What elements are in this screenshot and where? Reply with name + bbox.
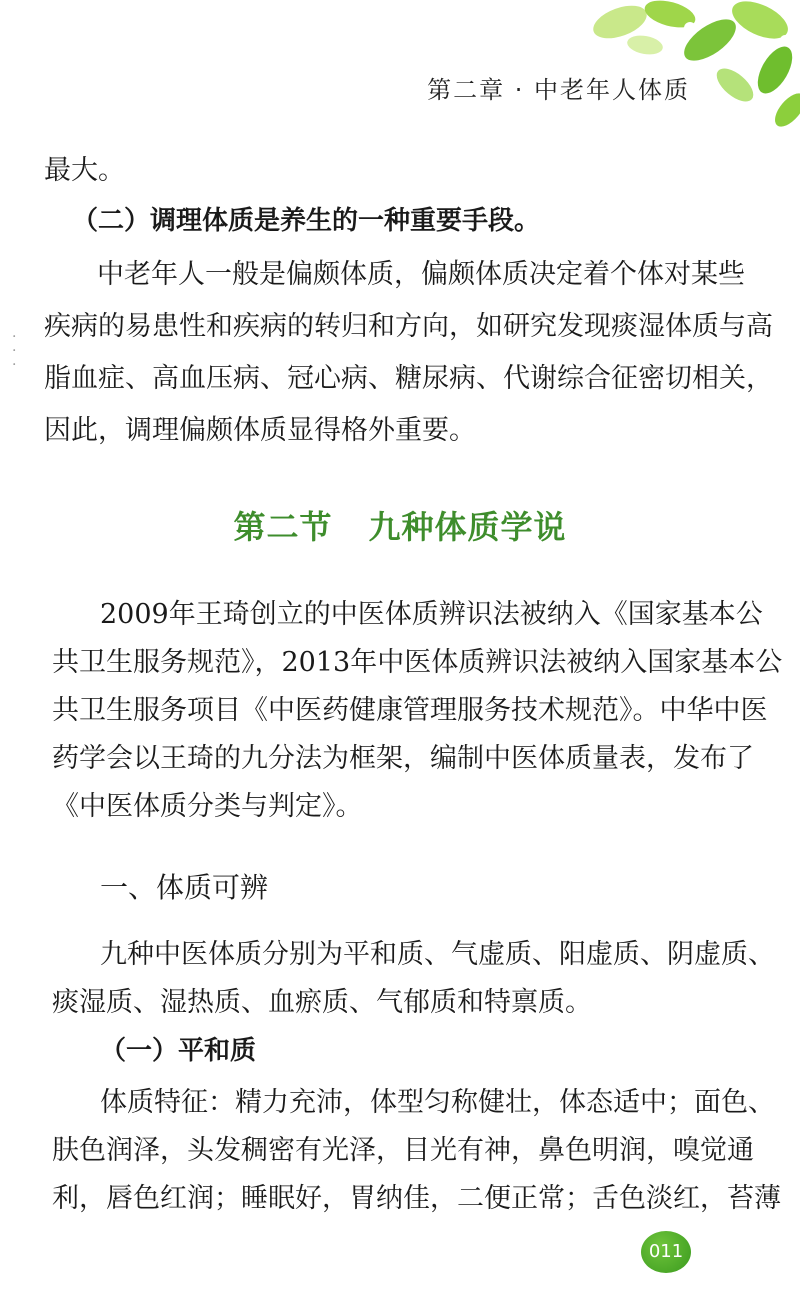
- subheading: 一、体质可辨: [100, 871, 269, 904]
- text-line: 《中医体质分类与判定》。: [52, 791, 363, 822]
- section-title: [0, 502, 800, 548]
- text-line: 中老年人一般是偏颇体质，偏颇体质决定着个体对某些: [97, 259, 745, 290]
- text-line: 痰湿质、湿热质、血瘀质、气郁质和特禀质。: [52, 987, 592, 1018]
- running-header: [427, 70, 690, 105]
- text-line: 体质特征：精力充沛，体型匀称健壮，体态适中；面色、: [100, 1087, 775, 1118]
- text-line: 共卫生服务规范》，2013年中医体质辨识法被纳入国家基本公: [52, 647, 783, 678]
- section-name: 九种体质学说: [368, 508, 567, 546]
- leaf-decoration: [560, 0, 800, 130]
- text-line: 九种中医体质分别为平和质、气虚质、阳虚质、阴虚质、: [100, 939, 775, 970]
- item-heading: （一）平和质: [100, 1036, 257, 1066]
- subsection-heading: （二）调理体质是养生的一种重要手段。: [72, 206, 541, 236]
- text-line: 因此，调理偏颇体质显得格外重要。: [44, 415, 476, 446]
- chapter-label: 第二章: [427, 76, 506, 104]
- text-line: 共卫生服务项目《中医药健康管理服务技术规范》。中华中医: [52, 695, 768, 726]
- text-line: 药学会以王琦的九分法为框架，编制中医体质量表，发布了: [52, 743, 754, 774]
- text-line: 疾病的易患性和疾病的转归和方向，如研究发现痰湿体质与高: [44, 311, 773, 342]
- chapter-title: 中老年人体质: [534, 76, 690, 104]
- header-separator: ·: [514, 76, 525, 104]
- margin-marks: · · ·: [12, 329, 17, 373]
- page-number: 011: [641, 1231, 691, 1273]
- text-line: 利，唇色红润；睡眠好，胃纳佳，二便正常；舌色淡红，苔薄: [52, 1183, 781, 1214]
- section-label: 第二节: [233, 508, 333, 546]
- text-line: 脂血症、高血压病、冠心病、糖尿病、代谢综合征密切相关，: [44, 363, 773, 394]
- text-line: 最大。: [44, 155, 125, 186]
- text-line: 2009年王琦创立的中医体质辨识法被纳入《国家基本公: [100, 599, 763, 630]
- text-line: 肤色润泽，头发稠密有光泽，目光有神，鼻色明润，嗅觉通: [52, 1135, 754, 1166]
